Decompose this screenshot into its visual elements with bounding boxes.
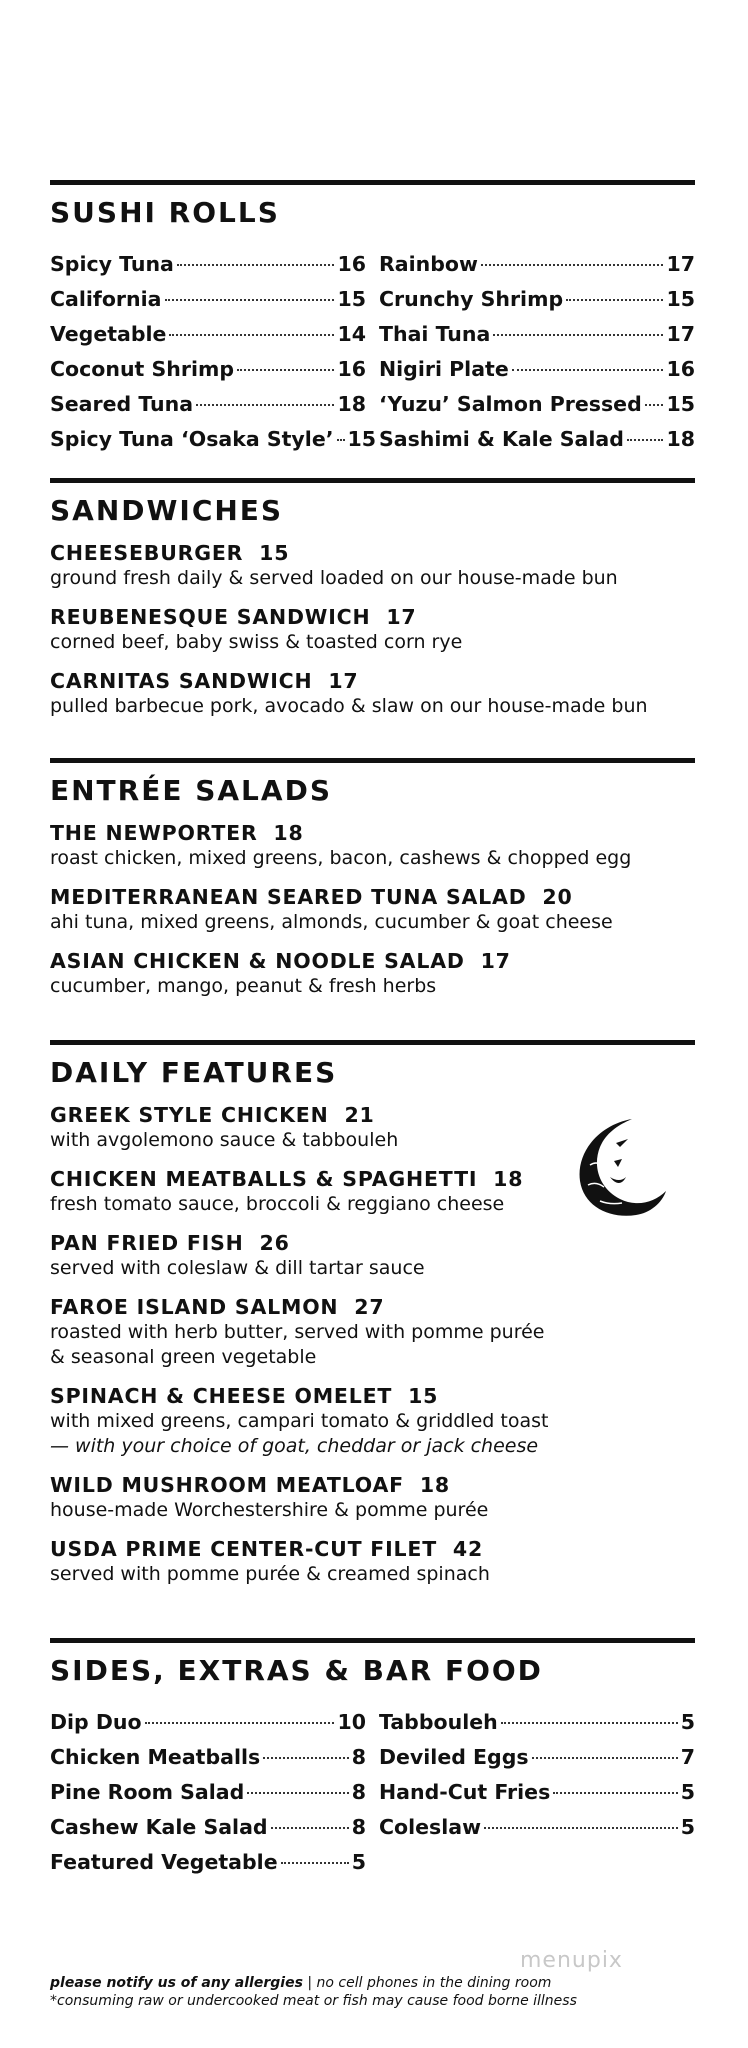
dot-leader: [145, 1722, 335, 1724]
item-heading: [50, 1295, 695, 1320]
crescent-moon-face-icon: [570, 1115, 668, 1220]
dot-leader: [512, 369, 664, 371]
dot-leader: [281, 1862, 349, 1864]
item-description: served with coleslaw & dill tartar sauce: [50, 1257, 425, 1279]
item-price: 8: [351, 1780, 366, 1804]
item-price: 26: [259, 1231, 290, 1255]
item-heading: [50, 821, 695, 846]
item-price: 18: [493, 1167, 524, 1191]
menu-item: [379, 282, 695, 317]
item-price: 5: [680, 1710, 695, 1734]
menu-item: [50, 1473, 695, 1523]
item-price: 5: [351, 1850, 366, 1874]
item-price: 17: [480, 949, 511, 973]
item-heading: [50, 885, 695, 910]
item-name: MEDITERRANEAN SEARED TUNA SALAD: [50, 885, 527, 909]
item-name: Dip Duo: [50, 1710, 142, 1734]
item-price: 16: [337, 252, 366, 276]
item-note: — with your choice of goat, cheddar or jack cheese: [50, 1435, 539, 1457]
menu-item: [50, 247, 366, 282]
dot-leader: [481, 264, 664, 266]
item-price: 17: [666, 252, 695, 276]
item-heading: [50, 669, 695, 694]
item-name: Sashimi & Kale Salad: [379, 427, 624, 451]
item-heading: [50, 1231, 695, 1256]
sandwiches-list: [50, 541, 695, 719]
section-title: SIDES, EXTRAS & BAR FOOD: [50, 1654, 543, 1687]
item-price: 15: [666, 287, 695, 311]
item-description: pulled barbecue pork, avocado & slaw on our house-made bun: [50, 695, 648, 717]
item-name: USDA PRIME CENTER-CUT FILET: [50, 1537, 437, 1561]
item-price: 27: [354, 1295, 385, 1319]
item-price: 8: [351, 1745, 366, 1769]
item-price: 7: [680, 1745, 695, 1769]
item-price: 16: [337, 357, 366, 381]
item-name: Crunchy Shrimp: [379, 287, 564, 311]
item-description: with avgolemono sauce & tabbouleh: [50, 1129, 399, 1151]
item-name: REUBENESQUE SANDWICH: [50, 605, 371, 629]
footer-notes: [50, 1974, 577, 2010]
menu-item: [50, 1384, 695, 1459]
allergy-note: [50, 1974, 577, 1992]
allergy-note-bold: please notify us of any allergies: [50, 1975, 303, 1991]
allergy-note-rest: | no cell phones in the dining room: [302, 1975, 552, 1991]
dot-leader: [196, 404, 334, 406]
item-price: 5: [680, 1815, 695, 1839]
item-description: house-made Worchestershire & pomme purée: [50, 1499, 489, 1521]
dot-leader: [553, 1792, 677, 1794]
item-name: Thai Tuna: [379, 322, 491, 346]
menu-item: [50, 1775, 366, 1810]
item-price: 42: [452, 1537, 484, 1561]
item-name: FAROE ISLAND SALMON: [50, 1295, 339, 1319]
dot-leader: [484, 1827, 678, 1829]
section-title: SUSHI ROLLS: [50, 196, 280, 229]
item-name: Deviled Eggs: [379, 1745, 529, 1769]
section-rule: [50, 1040, 695, 1045]
section-rule: [50, 478, 695, 483]
section-title: SANDWICHES: [50, 494, 284, 527]
item-name: Hand-Cut Fries: [379, 1780, 551, 1804]
sushi-rolls-section: [50, 180, 695, 457]
menu-item: [50, 541, 695, 591]
menu-item: [50, 422, 377, 457]
menu-item: [379, 422, 695, 457]
item-heading: [50, 541, 695, 566]
dot-leader: [237, 369, 334, 371]
item-name: PAN FRIED FISH: [50, 1231, 244, 1255]
item-name: Spicy Tuna: [50, 252, 174, 276]
menu-item: [50, 605, 695, 655]
item-price: 21: [344, 1103, 375, 1127]
menu-item: [379, 1705, 695, 1740]
menu-item: [50, 1845, 366, 1880]
item-name: Tabbouleh: [379, 1710, 498, 1734]
menu-item: [379, 247, 695, 282]
sushi-left-column: [50, 247, 377, 457]
item-description: corned beef, baby swiss & toasted corn rye: [50, 631, 463, 653]
item-name: GREEK STYLE CHICKEN: [50, 1103, 329, 1127]
item-price: 17: [666, 322, 695, 346]
item-name: CARNITAS SANDWICH: [50, 669, 313, 693]
menu-item: [379, 387, 695, 422]
item-heading: [50, 1537, 695, 1562]
dot-leader: [501, 1722, 678, 1724]
item-name: ASIAN CHICKEN & NOODLE SALAD: [50, 949, 465, 973]
menu-item: [50, 317, 366, 352]
sides-right-column: [379, 1705, 695, 1880]
item-name: Chicken Meatballs: [50, 1745, 261, 1769]
sushi-grid: [50, 247, 695, 457]
item-price: 18: [273, 821, 304, 845]
item-name: Rainbow: [379, 252, 478, 276]
salads-list: [50, 821, 695, 999]
menu-item: [50, 821, 695, 871]
section-rule: [50, 180, 695, 185]
item-name: CHICKEN MEATBALLS & SPAGHETTI: [50, 1167, 478, 1191]
item-price: 17: [386, 605, 417, 629]
menu-item: [379, 317, 695, 352]
item-name: Pine Room Salad: [50, 1780, 245, 1804]
menu-item: [50, 387, 366, 422]
sides-section: [50, 1638, 695, 1880]
raw-food-warning: *consuming raw or undercooked meat or fish may cause food borne illness: [50, 1993, 577, 2009]
item-description: cucumber, mango, peanut & fresh herbs: [50, 975, 437, 997]
sandwiches-section: [50, 478, 695, 719]
item-name: Spicy Tuna ‘Osaka Style’: [50, 427, 334, 451]
item-heading: [50, 949, 695, 974]
item-description: with mixed greens, campari tomato & griddled toast: [50, 1410, 549, 1432]
item-name: Coleslaw: [379, 1815, 482, 1839]
section-rule: [50, 758, 695, 763]
item-description: & seasonal green vegetable: [50, 1346, 317, 1368]
item-name: THE NEWPORTER: [50, 821, 258, 845]
watermark: menupix: [520, 1948, 623, 1973]
menu-item: [379, 352, 695, 387]
menu-item: [50, 669, 695, 719]
sides-left-column: [50, 1705, 366, 1880]
item-name: CHEESEBURGER: [50, 541, 244, 565]
item-name: Seared Tuna: [50, 392, 194, 416]
menu-item: [50, 949, 695, 999]
item-heading: [50, 605, 695, 630]
item-price: 18: [337, 392, 366, 416]
sides-grid: [50, 1705, 695, 1880]
item-price: 18: [666, 427, 695, 451]
item-price: 15: [259, 541, 290, 565]
item-description: roast chicken, mixed greens, bacon, cashews & chopped egg: [50, 847, 632, 869]
item-price: 15: [347, 427, 377, 451]
menu-item: [50, 1231, 695, 1281]
dot-leader: [493, 334, 663, 336]
section-rule: [50, 1638, 695, 1643]
dot-leader: [247, 1792, 348, 1794]
menu-item: [379, 1775, 695, 1810]
section-title: ENTRÉE SALADS: [50, 774, 332, 807]
item-name: Nigiri Plate: [379, 357, 509, 381]
item-description: served with pomme purée & creamed spinach: [50, 1563, 490, 1585]
dot-leader: [169, 334, 334, 336]
menu-item: [50, 1810, 366, 1845]
menu-item: [50, 1740, 366, 1775]
item-heading: [50, 1473, 695, 1498]
dot-leader: [645, 404, 664, 406]
menu-item: [50, 352, 366, 387]
section-title: DAILY FEATURES: [50, 1056, 338, 1089]
dot-leader: [165, 299, 335, 301]
dot-leader: [271, 1827, 349, 1829]
item-name: WILD MUSHROOM MEATLOAF: [50, 1473, 404, 1497]
menu-item: [50, 1295, 695, 1370]
item-name: Vegetable: [50, 322, 167, 346]
menu-item: [50, 1537, 695, 1587]
item-description: fresh tomato sauce, broccoli & reggiano cheese: [50, 1193, 505, 1215]
item-price: 10: [337, 1710, 366, 1734]
item-name: Cashew Kale Salad: [50, 1815, 268, 1839]
item-description: ahi tuna, mixed greens, almonds, cucumber & goat cheese: [50, 911, 613, 933]
item-price: 8: [351, 1815, 366, 1839]
item-name: ‘Yuzu’ Salmon Pressed: [379, 392, 642, 416]
dot-leader: [337, 439, 345, 441]
item-description: roasted with herb butter, served with pomme purée: [50, 1321, 545, 1343]
item-name: California: [50, 287, 162, 311]
item-price: 16: [666, 357, 695, 381]
dot-leader: [177, 264, 335, 266]
menu-item: [50, 1705, 366, 1740]
item-price: 17: [328, 669, 359, 693]
entree-salads-section: [50, 758, 695, 999]
item-price: 20: [542, 885, 573, 909]
sushi-right-column: [379, 247, 695, 457]
dot-leader: [532, 1757, 678, 1759]
item-description: ground fresh daily & served loaded on our house-made bun: [50, 567, 618, 589]
item-name: Coconut Shrimp: [50, 357, 235, 381]
item-price: 14: [337, 322, 366, 346]
menu-item: [379, 1810, 695, 1845]
item-price: 5: [680, 1780, 695, 1804]
menu-item: [50, 282, 366, 317]
item-price: 15: [666, 392, 695, 416]
item-price: 15: [337, 287, 366, 311]
dot-leader: [263, 1757, 348, 1759]
menu-item: [50, 885, 695, 935]
item-name: Featured Vegetable: [50, 1850, 278, 1874]
menu-item: [379, 1740, 695, 1775]
item-price: 15: [408, 1384, 439, 1408]
item-name: SPINACH & CHEESE OMELET: [50, 1384, 393, 1408]
item-price: 18: [419, 1473, 450, 1497]
item-heading: [50, 1384, 695, 1409]
dot-leader: [627, 439, 664, 441]
dot-leader: [566, 299, 663, 301]
